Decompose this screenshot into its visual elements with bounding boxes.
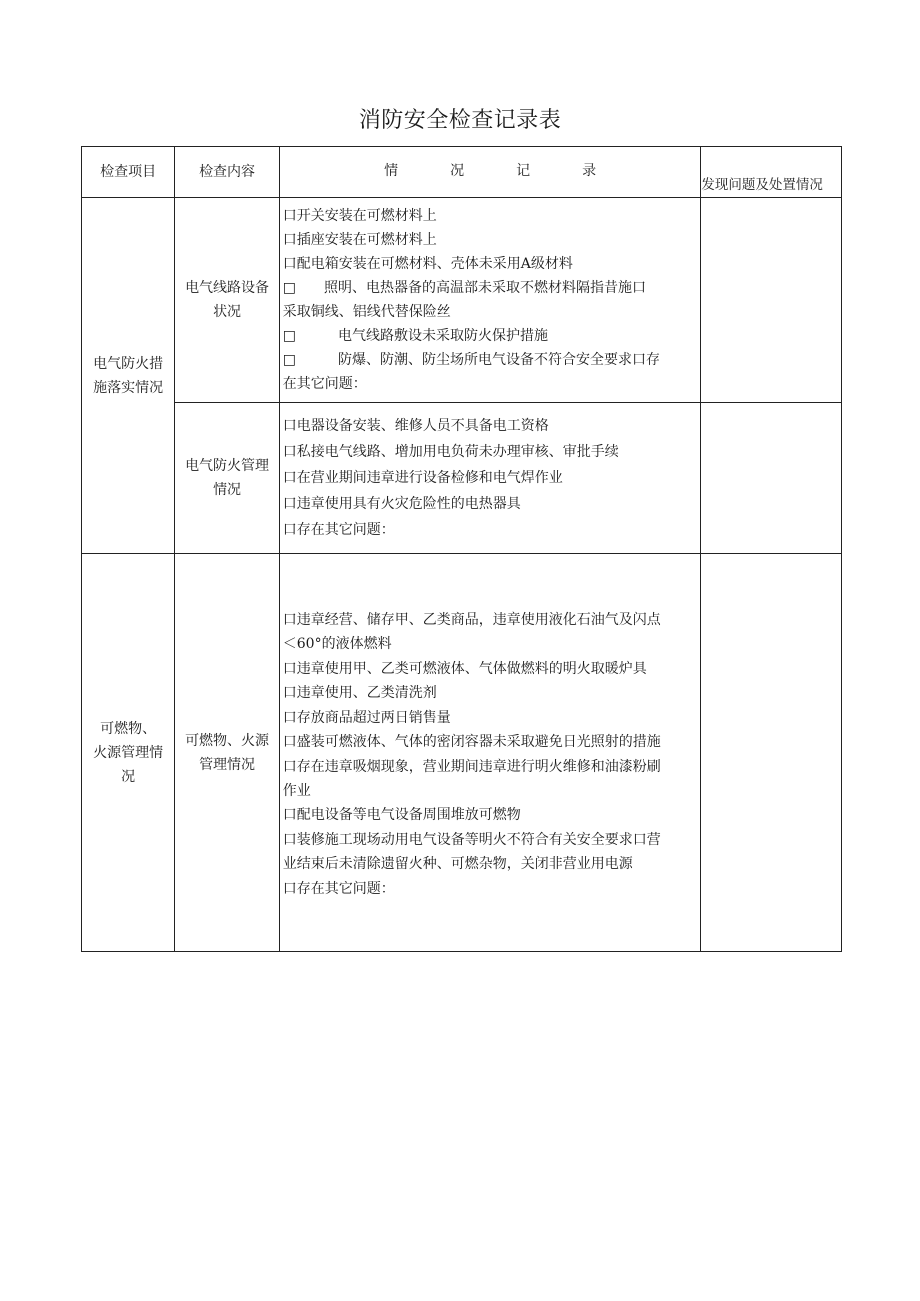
checklist-item[interactable]: 口开关安装在可燃材料上 xyxy=(282,208,437,224)
checklist-item[interactable]: 口盛装可燃液体、气体的密闭容器未采取避免日光照射的措施 xyxy=(282,734,661,751)
checklist-item[interactable]: □ 电气线路敷设未采取防火保护措施 xyxy=(282,328,548,344)
record-cell[interactable] xyxy=(279,403,701,554)
header-content: 检查内容 xyxy=(175,147,279,198)
table-row xyxy=(82,403,842,554)
header-record-char: 记 xyxy=(516,163,531,179)
checklist-item[interactable]: 口插座安装在可燃材料上 xyxy=(282,232,437,248)
checklist-item[interactable]: 口存在违章吸烟现象，营业期间违章进行明火维修和油漆粉刷 xyxy=(282,758,661,775)
checklist-item[interactable]: 业结束后未清除遗留火种、可燃杂物，关闭非营业用电源 xyxy=(282,856,633,873)
content-line: 状况 xyxy=(213,304,242,320)
issues-cell[interactable] xyxy=(701,554,842,952)
item-line: 电气防火措 xyxy=(93,355,164,372)
content-cell-wiring xyxy=(175,198,279,403)
inspection-table xyxy=(81,146,842,952)
checklist-item[interactable]: 口违章使用具有火灾危险性的电热器具 xyxy=(282,496,521,512)
header-record xyxy=(279,147,701,198)
header-issues: 发现问题及处置情况 xyxy=(701,147,842,198)
checklist-item[interactable]: 口存在其它问题： xyxy=(282,522,395,538)
checklist-item[interactable]: □ 照明、电热器备的高温部未采取不燃材料隔指昔施口 xyxy=(282,280,646,296)
issues-cell[interactable] xyxy=(701,198,842,403)
checklist-item[interactable]: 口私接电气线路、增加用电负荷未办理审核、审批手续 xyxy=(282,444,619,460)
checklist-item[interactable]: □ 防爆、防潮、防尘场所电气设备不符合安全要求口存 xyxy=(282,352,660,368)
item-line: 可燃物、 xyxy=(100,720,157,737)
table-row xyxy=(82,554,842,952)
item-line: 火源管理情 xyxy=(93,744,164,761)
content-line: 情况 xyxy=(213,482,242,498)
header-record-char: 情 xyxy=(384,163,399,179)
content-line: 可燃物、火源 xyxy=(185,732,270,749)
checklist-item[interactable]: 采取铜线、铝线代替保险丝 xyxy=(282,304,451,320)
checklist-item[interactable]: 口配电箱安装在可燃材料、壳体未采用A级材料 xyxy=(282,256,573,272)
content-line: 电气线路设备 xyxy=(185,280,270,296)
checklist-item[interactable]: 在其它问题： xyxy=(282,376,367,392)
issues-cell[interactable] xyxy=(701,403,842,554)
checklist-item[interactable]: 口电器设备安装、维修人员不具备电工资格 xyxy=(282,418,549,434)
checklist-item[interactable]: 口违章经营、储存甲、乙类商品，违章使用液化石油气及闪点 xyxy=(282,612,661,629)
item-line: 况 xyxy=(121,768,136,785)
checklist-item[interactable]: 作业 xyxy=(282,782,311,799)
header-record-char: 录 xyxy=(582,163,597,179)
item-cell-electrical xyxy=(82,198,175,554)
checklist-item[interactable]: 口配电设备等电气设备周围堆放可燃物 xyxy=(282,807,521,824)
header-item: 检查项目 xyxy=(82,147,175,198)
content-cell-management xyxy=(175,403,279,554)
item-line: 施落实情况 xyxy=(93,379,164,396)
table-header-row xyxy=(82,147,842,198)
checklist-item[interactable]: 口违章使用甲、乙类可燃液体、气体做燃料的明火取暖炉具 xyxy=(282,660,647,677)
checklist-item[interactable]: 口在营业期间违章进行设备检修和电气焊作业 xyxy=(282,470,563,486)
table-row xyxy=(82,198,842,403)
checklist-item[interactable]: 口违章使用、乙类清洗剂 xyxy=(282,685,437,702)
content-line: 电气防火管理 xyxy=(185,458,270,474)
checklist-item[interactable]: 口装修施工现场动用电气设备等明火不符合有关安全要求口营 xyxy=(282,831,661,848)
checklist-item[interactable]: ＜60°的液体燃料 xyxy=(282,636,392,653)
content-line: 管理情况 xyxy=(199,756,256,773)
record-cell[interactable] xyxy=(279,554,701,952)
item-cell-combustibles xyxy=(82,554,175,952)
content-cell-combustibles xyxy=(175,554,279,952)
checklist-item[interactable]: 口存在其它问题： xyxy=(282,880,395,897)
header-record-char: 况 xyxy=(450,163,465,179)
checklist-item[interactable]: 口存放商品超过两日销售量 xyxy=(282,709,451,726)
page-title: 消防安全检查记录表 xyxy=(358,108,562,133)
record-cell[interactable] xyxy=(279,198,701,403)
